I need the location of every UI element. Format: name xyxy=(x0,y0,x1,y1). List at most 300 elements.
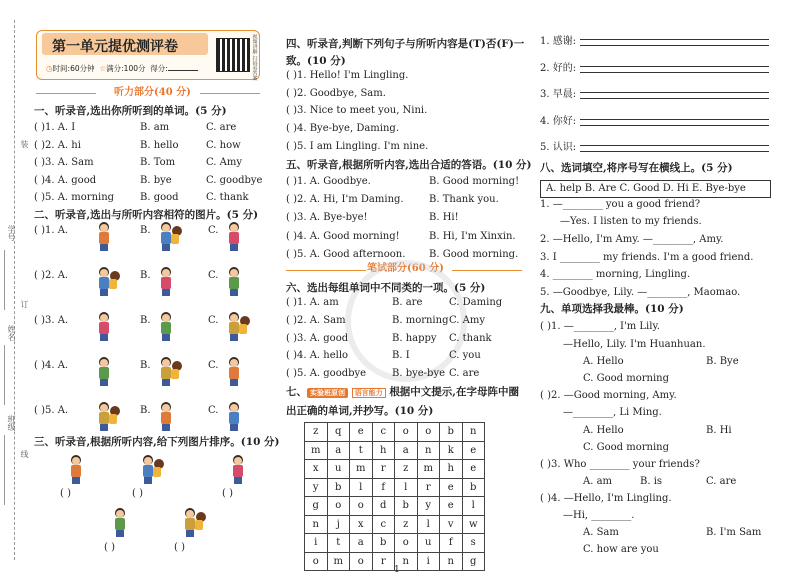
q9-line: —Hello, Lily. I'm Huanhuan. xyxy=(563,339,706,350)
q6-option-a[interactable]: ( )4. A. hello xyxy=(286,350,349,362)
grid-letter[interactable]: b xyxy=(372,534,395,553)
grid-letter[interactable]: n xyxy=(395,552,418,571)
grid-letter[interactable]: a xyxy=(395,441,418,460)
figure-body xyxy=(99,322,109,334)
figure-face xyxy=(230,359,238,367)
q8-sentence[interactable]: 2. —Hello, I'm Amy. —________, Amy. xyxy=(540,234,724,245)
grid-letter[interactable]: b xyxy=(395,497,418,516)
figure-face xyxy=(162,359,170,367)
figure-face xyxy=(230,269,238,277)
figure-legs xyxy=(230,379,238,386)
figure-legs xyxy=(116,530,124,537)
q5-title: 五、听录音,根据所听内容,选出合适的答语。(10 分) xyxy=(286,159,532,171)
figure-body xyxy=(161,412,171,424)
grid-letter[interactable]: y xyxy=(305,478,328,497)
grid-letter[interactable]: i xyxy=(417,552,440,571)
figure-legs xyxy=(100,379,108,386)
q2-option-c[interactable]: C. xyxy=(208,315,219,326)
grid-letter[interactable]: m xyxy=(417,460,440,479)
grid-letter[interactable]: e xyxy=(440,497,463,516)
grid-letter[interactable]: m xyxy=(350,460,373,479)
q2-option-b[interactable]: B. xyxy=(140,270,151,281)
q6-option-a[interactable]: ( )1. A. am xyxy=(286,297,339,308)
q7-num: 七、 xyxy=(286,386,307,398)
writing-line[interactable] xyxy=(580,66,769,67)
cartoon-figure-image xyxy=(152,357,180,387)
grid-letter[interactable]: t xyxy=(327,534,350,553)
q4-sentence[interactable]: ( )3. Nice to meet you, Nini. xyxy=(286,105,428,117)
q4-sentence[interactable]: ( )5. I am Lingling. I'm nine. xyxy=(286,140,429,152)
q9-line: B. I'm Sam xyxy=(706,527,762,538)
q1-option-b: B. am xyxy=(140,122,170,133)
q1-row-number[interactable]: ( )3. A. Sam xyxy=(34,157,94,168)
q1-option-b: B. hello xyxy=(140,139,179,151)
grid-letter[interactable]: z xyxy=(395,460,418,479)
q4-sentence[interactable]: ( )4. Bye-bye, Daming. xyxy=(286,123,400,135)
grid-row xyxy=(305,478,485,497)
margin-class: 班级 xyxy=(7,415,16,431)
writing-line[interactable] xyxy=(580,145,769,146)
q9-line: C. Good morning xyxy=(583,373,670,384)
figure-face xyxy=(230,314,238,322)
vocab-prompt: 4. 你好: xyxy=(540,115,577,127)
star-icon: ☆ xyxy=(99,64,107,73)
q2-row-number[interactable]: ( )2. A. xyxy=(34,270,69,281)
figure-legs xyxy=(100,244,108,251)
cartoon-figure-image xyxy=(152,312,180,342)
figure-legs xyxy=(230,244,238,251)
q6-option-b: B. morning xyxy=(392,314,449,326)
q1-row-number[interactable]: ( )4. A. good xyxy=(34,174,97,186)
q9-line: B. is xyxy=(640,476,663,487)
grid-letter[interactable]: b xyxy=(327,478,350,497)
q5-option-b: B. Good morning. xyxy=(429,248,519,260)
figure-body xyxy=(229,322,239,334)
grid-row xyxy=(305,515,485,534)
figure-legs xyxy=(162,424,170,431)
grid-letter[interactable]: o xyxy=(305,552,328,571)
grid-letter[interactable]: e xyxy=(440,478,463,497)
q6-option-c: C. you xyxy=(449,350,481,362)
cartoon-figure-image xyxy=(152,222,180,252)
q4-title-2: 致。(10 分) xyxy=(286,55,346,67)
q2-option-b[interactable]: B. xyxy=(140,315,151,326)
q9-line[interactable]: ( )1. —________, I'm Lily. xyxy=(540,321,660,332)
figure-body xyxy=(161,232,171,244)
figure-body-second xyxy=(239,324,247,334)
figure-body xyxy=(71,465,81,477)
q6-option-a[interactable]: ( )5. A. goodbye xyxy=(286,368,367,380)
figure-body-second xyxy=(171,369,179,379)
grid-letter[interactable]: m xyxy=(327,552,350,571)
writing-line[interactable] xyxy=(580,98,769,99)
q1-option-c: C. Amy xyxy=(206,157,243,168)
margin-line xyxy=(4,435,5,505)
q7-title-2: 出正确的单词,并抄写。(10 分) xyxy=(286,405,434,417)
cartoon-figure-image xyxy=(90,267,118,297)
figure-legs xyxy=(162,289,170,296)
divider xyxy=(286,270,366,271)
q2-option-c[interactable]: C. xyxy=(208,225,219,236)
grid-letter[interactable]: l xyxy=(350,478,373,497)
q2-row-number[interactable]: ( )5. A. xyxy=(34,405,69,416)
q6-option-b: B. happy xyxy=(392,332,437,344)
q6-option-a[interactable]: ( )2. A. Sam xyxy=(286,314,346,326)
figure-legs xyxy=(162,379,170,386)
q2-option-b[interactable]: B. xyxy=(140,225,151,236)
q5-option-b: B. Hi! xyxy=(429,212,459,224)
grid-letter[interactable]: a xyxy=(350,534,373,553)
q2-option-c[interactable]: C. xyxy=(208,360,219,371)
figure-body xyxy=(229,412,239,424)
exam-meta xyxy=(46,63,198,74)
vocab-prompt: 3. 早晨: xyxy=(540,89,577,100)
q3-order-blank[interactable]: ( ) xyxy=(222,488,233,499)
score-blank[interactable] xyxy=(168,70,198,71)
figure-body xyxy=(161,367,171,379)
q9-line: —________, Li Ming. xyxy=(563,407,662,418)
q9-line: A. Sam xyxy=(583,527,619,538)
cartoon-figure-image xyxy=(220,357,248,387)
grid-letter[interactable]: q xyxy=(327,423,350,442)
q9-line: C. how are you xyxy=(583,544,659,555)
figure-face xyxy=(72,457,80,465)
score-label: 得分: xyxy=(150,64,168,73)
q8-sentence[interactable]: 1. —________ you a good friend? xyxy=(540,199,701,210)
page-title: 第一单元提优测评卷 xyxy=(52,39,178,55)
grid-letter[interactable]: l xyxy=(417,515,440,534)
grid-letter[interactable]: e xyxy=(462,441,485,460)
grid-letter[interactable]: a xyxy=(327,441,350,460)
grid-letter[interactable]: o xyxy=(327,497,350,516)
grid-letter[interactable]: l xyxy=(462,497,485,516)
figure-body-second xyxy=(171,234,179,244)
full-score: 满分:100分 xyxy=(106,64,146,73)
grid-letter[interactable]: h xyxy=(372,441,395,460)
cartoon-figure-image xyxy=(220,402,248,432)
q6-option-c: C. are xyxy=(449,368,480,380)
grid-letter[interactable]: f xyxy=(440,534,463,553)
grid-letter[interactable]: n xyxy=(440,552,463,571)
q1-row-number[interactable]: ( )2. A. hi xyxy=(34,139,81,151)
grid-letter[interactable]: e xyxy=(462,460,485,479)
grid-letter[interactable]: e xyxy=(350,423,373,442)
q5-option-a[interactable]: ( )4. A. Good morning! xyxy=(286,230,400,242)
grid-letter[interactable]: n xyxy=(305,515,328,534)
grid-letter[interactable]: l xyxy=(395,478,418,497)
grid-letter[interactable]: f xyxy=(372,478,395,497)
grid-row xyxy=(305,497,485,516)
writing-line[interactable] xyxy=(580,45,769,46)
cartoon-figure-image xyxy=(220,222,248,252)
figure-body xyxy=(185,518,195,530)
writing-line[interactable] xyxy=(580,72,769,73)
q8-sentence[interactable]: 3. I ________ my friends. I'm a good friend. xyxy=(540,252,754,263)
q9-title: 九、单项选择我最棒。(10 分) xyxy=(540,303,684,315)
figure-body xyxy=(99,412,109,424)
grid-row xyxy=(305,460,485,479)
grid-letter[interactable]: y xyxy=(417,497,440,516)
q4-title: 四、听录音,判断下列句子与所听内容是(T)否(F)一 xyxy=(286,38,525,50)
margin-student-id: 学号 xyxy=(7,225,16,241)
clock-icon: ◷ xyxy=(46,64,53,73)
grid-letter[interactable]: o xyxy=(350,552,373,571)
q6-option-b: B. bye-bye xyxy=(392,368,446,380)
figure-face xyxy=(100,359,108,367)
figure-body xyxy=(229,367,239,379)
q6-option-b: B. are xyxy=(392,297,423,308)
grid-letter[interactable]: r xyxy=(372,552,395,571)
cartoon-figure-image xyxy=(90,312,118,342)
figure-body xyxy=(233,465,243,477)
q2-title: 二、听录音,选出与所听内容相符的图片。(5 分) xyxy=(34,209,259,221)
writing-line[interactable] xyxy=(580,125,769,126)
grid-letter[interactable]: d xyxy=(372,497,395,516)
figure-face xyxy=(162,224,170,232)
grid-letter[interactable]: i xyxy=(305,534,328,553)
q4-sentence[interactable]: ( )1. Hello! I'm Lingling. xyxy=(286,70,409,81)
figure-legs xyxy=(234,477,242,484)
grid-letter[interactable]: u xyxy=(327,460,350,479)
q9-line[interactable]: ( )4. —Hello, I'm Lingling. xyxy=(540,493,672,504)
margin-cut-2: 订 xyxy=(20,300,29,308)
q2-row-number[interactable]: ( )3. A. xyxy=(34,315,69,326)
grid-letter[interactable]: o xyxy=(395,534,418,553)
q5-option-b: B. Thank you. xyxy=(429,194,499,206)
q1-row-number[interactable]: ( )1. A. I xyxy=(34,122,76,133)
q1-option-c: C. are xyxy=(206,122,237,133)
q2-option-b[interactable]: B. xyxy=(140,360,151,371)
cartoon-figure-image xyxy=(106,508,134,538)
q2-option-b[interactable]: B. xyxy=(140,405,151,416)
cartoon-figure-image xyxy=(176,508,204,538)
q6-option-c: C. thank xyxy=(449,332,492,344)
grid-letter[interactable]: v xyxy=(440,515,463,534)
q1-option-b: B. bye xyxy=(140,174,172,186)
q6-option-a[interactable]: ( )3. A. good xyxy=(286,332,349,344)
figure-legs xyxy=(100,334,108,341)
q3-order-blank[interactable]: ( ) xyxy=(60,488,71,499)
figure-body xyxy=(143,465,153,477)
q1-option-c: C. goodbye xyxy=(206,174,263,186)
q9-line: —Hi, ________. xyxy=(563,510,635,521)
figure-face xyxy=(230,404,238,412)
q6-title: 六、选出每组单词中不同类的一项。(5 分) xyxy=(286,282,486,294)
cartoon-figure-image xyxy=(134,455,162,485)
grid-letter[interactable]: n xyxy=(417,441,440,460)
q4-sentence[interactable]: ( )2. Goodbye, Sam. xyxy=(286,87,386,99)
figure-body-second xyxy=(195,520,203,530)
listening-part-label: 听力部分(40 分) xyxy=(114,87,191,98)
q9-line: C. are xyxy=(706,476,737,487)
page-number: 1 xyxy=(394,565,400,575)
grid-letter[interactable]: o xyxy=(395,423,418,442)
figure-face xyxy=(100,269,108,277)
figure-face xyxy=(162,314,170,322)
cartoon-figure-image xyxy=(220,312,248,342)
figure-body xyxy=(99,367,109,379)
divider xyxy=(452,270,522,271)
cartoon-figure-image xyxy=(220,267,248,297)
q5-option-b: B. Hi, I'm Xinxin. xyxy=(429,230,516,242)
grid-letter[interactable]: r xyxy=(372,460,395,479)
q9-line: A. am xyxy=(583,476,613,487)
q8-title: 八、选词填空,将序号写在横线上。(5 分) xyxy=(540,162,733,174)
figure-legs xyxy=(72,477,80,484)
q3-title: 三、听录音,根据所听内容,给下列图片排序。(10 分) xyxy=(34,436,280,448)
figure-face xyxy=(100,404,108,412)
q7-instruction: 根据中文提示,在字母阵中圈 xyxy=(389,386,519,398)
figure-body xyxy=(115,518,125,530)
grid-letter[interactable]: w xyxy=(462,515,485,534)
q7-title xyxy=(286,387,519,398)
grid-letter[interactable]: u xyxy=(417,534,440,553)
q2-row-number[interactable]: ( )1. A. xyxy=(34,225,69,236)
q1-option-c: C. thank xyxy=(206,192,249,203)
writing-line[interactable] xyxy=(580,92,769,93)
q9-line: B. Bye xyxy=(706,356,739,367)
figure-legs xyxy=(162,334,170,341)
grid-letter[interactable]: k xyxy=(440,441,463,460)
figure-body-second xyxy=(109,279,117,289)
figure-body xyxy=(161,277,171,289)
q2-option-c[interactable]: C. xyxy=(208,405,219,416)
grid-letter[interactable]: c xyxy=(372,515,395,534)
grid-letter[interactable]: t xyxy=(350,441,373,460)
letter-grid xyxy=(304,422,485,571)
figure-body xyxy=(161,322,171,334)
time-limit: 时间:60分钟 xyxy=(52,64,95,73)
grid-letter[interactable]: m xyxy=(305,441,328,460)
cartoon-figure-image xyxy=(62,455,90,485)
grid-letter[interactable]: b xyxy=(440,423,463,442)
q9-line: C. Good morning xyxy=(583,442,670,453)
q9-line[interactable]: ( )3. Who ________ your friends? xyxy=(540,459,700,470)
qr-note: 视频讲解 扫码看答案 xyxy=(251,34,258,81)
q5-option-a[interactable]: ( )5. A. Good afternoon. xyxy=(286,248,406,260)
grid-row xyxy=(305,441,485,460)
figure-legs xyxy=(230,424,238,431)
q6-option-b: B. I xyxy=(392,350,410,362)
q2-row-number[interactable]: ( )4. A. xyxy=(34,360,69,371)
grid-letter[interactable]: s xyxy=(462,534,485,553)
q1-title: 一、听录音,选出你所听到的单词。(5 分) xyxy=(34,105,227,117)
grid-letter[interactable]: c xyxy=(372,423,395,442)
grid-letter[interactable]: z xyxy=(395,515,418,534)
vocab-prompt: 1. 感谢: xyxy=(540,36,577,47)
grid-letter[interactable]: z xyxy=(305,423,328,442)
q3-order-blank[interactable]: ( ) xyxy=(174,542,185,553)
grid-letter[interactable]: r xyxy=(417,478,440,497)
margin-name: 姓名 xyxy=(7,325,16,341)
figure-face xyxy=(234,457,242,465)
q8-sentence[interactable]: —Yes. I listen to my friends. xyxy=(560,216,702,227)
q5-option-a[interactable]: ( )3. A. Bye-bye! xyxy=(286,212,368,224)
figure-body-second xyxy=(109,414,117,424)
ability-tag: 语言能力 xyxy=(352,388,386,398)
figure-legs xyxy=(186,530,194,537)
q3-order-blank[interactable]: ( ) xyxy=(132,488,143,499)
figure-legs xyxy=(100,424,108,431)
grid-letter[interactable]: h xyxy=(440,460,463,479)
figure-legs xyxy=(230,334,238,341)
cut-line xyxy=(14,20,16,560)
q5-option-b: B. Good morning! xyxy=(429,176,520,187)
word-options: A. help B. Are C. Good D. Hi E. Bye-bye xyxy=(546,183,746,194)
cartoon-figure-image xyxy=(90,357,118,387)
q1-option-b: B. Tom xyxy=(140,157,176,168)
q6-option-c: C. Daming xyxy=(449,297,503,308)
figure-face xyxy=(144,457,152,465)
vocab-prompt: 2. 好的: xyxy=(540,62,577,74)
q8-sentence[interactable]: 5. —Goodbye, Lily. —________, Maomao. xyxy=(540,287,741,298)
writing-line[interactable] xyxy=(580,151,769,152)
q9-line: A. Hello xyxy=(583,356,624,367)
grid-letter[interactable]: j xyxy=(327,515,350,534)
figure-body xyxy=(99,277,109,289)
figure-legs xyxy=(230,289,238,296)
q9-line[interactable]: ( )2. —Good morning, Amy. xyxy=(540,390,677,401)
q6-option-c: C. Amy xyxy=(449,314,486,326)
figure-body xyxy=(229,232,239,244)
q5-option-a[interactable]: ( )1. A. Goodbye. xyxy=(286,176,371,187)
figure-face xyxy=(186,510,194,518)
writing-line[interactable] xyxy=(580,119,769,120)
grid-letter[interactable]: b xyxy=(462,478,485,497)
figure-face xyxy=(116,510,124,518)
margin-line xyxy=(4,345,5,405)
grid-letter[interactable]: g xyxy=(462,552,485,571)
margin-cut-1: 装 xyxy=(20,140,29,148)
grid-letter[interactable]: o xyxy=(350,497,373,516)
written-part-label: 笔试部分(60 分) xyxy=(367,263,444,274)
q2-option-c[interactable]: C. xyxy=(208,270,219,281)
grid-letter[interactable]: o xyxy=(417,423,440,442)
q8-sentence[interactable]: 4. ________ morning, Lingling. xyxy=(540,269,691,280)
divider xyxy=(200,93,260,94)
grid-letter[interactable]: x xyxy=(305,460,328,479)
grid-letter[interactable]: n xyxy=(462,423,485,442)
writing-line[interactable] xyxy=(580,39,769,40)
cartoon-figure-image xyxy=(152,267,180,297)
q9-line: B. Hi xyxy=(706,425,732,436)
margin-cut-3: 线 xyxy=(20,450,29,458)
figure-legs xyxy=(100,289,108,296)
figure-body xyxy=(229,277,239,289)
figure-face xyxy=(162,269,170,277)
vocab-prompt: 5. 认识: xyxy=(540,142,577,153)
figure-body xyxy=(99,232,109,244)
figure-face xyxy=(100,314,108,322)
original-tag: 实验班原创 xyxy=(307,388,348,398)
cartoon-figure-image xyxy=(224,455,252,485)
figure-face xyxy=(230,224,238,232)
cartoon-figure-image xyxy=(90,222,118,252)
grid-letter[interactable]: g xyxy=(305,497,328,516)
q1-option-b: B. good xyxy=(140,192,179,203)
divider xyxy=(36,93,96,94)
q3-order-blank[interactable]: ( ) xyxy=(104,542,115,553)
q5-option-a[interactable]: ( )2. A. Hi, I'm Daming. xyxy=(286,194,404,206)
grid-row xyxy=(305,423,485,442)
figure-face xyxy=(100,224,108,232)
grid-letter[interactable]: x xyxy=(350,515,373,534)
cartoon-figure-image xyxy=(152,402,180,432)
grid-row xyxy=(305,534,485,553)
q1-row-number[interactable]: ( )5. A. morning xyxy=(34,192,115,203)
margin-line xyxy=(4,250,5,310)
q1-option-c: C. how xyxy=(206,139,241,151)
